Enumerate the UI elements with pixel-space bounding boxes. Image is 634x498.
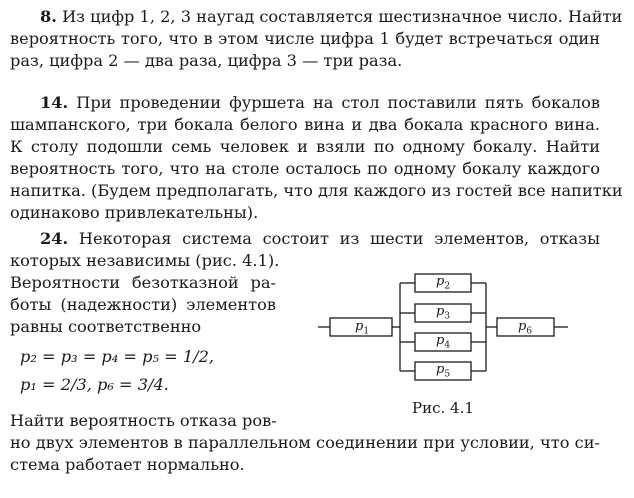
problem-24-line-5: равны соответственно [10,317,202,336]
problem-8-line-3: раз, цифра 2 — два раза, цифра 3 — три раза. [10,51,403,70]
problem-8-line-2: вероятность того, что в этом числе цифра 1 будет встречаться один [10,29,600,48]
label-p3: $p_3$ [436,304,451,322]
problem-14-line-6: одинаково привлекательны). [10,203,259,222]
problem-14-number: 14. [40,93,69,112]
problem-24-line-8: стема работает нормально. [10,455,245,474]
problem-8-number: 8. [40,7,57,26]
problem-24-line-2: которых независимы (рис. 4.1). [10,251,280,270]
label-p1: $p_1$ [355,319,370,337]
problem-24-number: 24. [40,229,69,248]
problem-14-text-1: При проведении фуршета на стол поставили пять бокалов [76,93,600,112]
problem-24-line-7: но двух элементов в параллельном соединении при условии, что си- [10,433,600,452]
problem-24-line-6: Найти вероятность отказа ров- [10,411,277,430]
figure-caption: Рис. 4.1 [412,399,474,417]
problem-8-text-1: Из цифр 1, 2, 3 наугад составляется шестизначное число. Найти [62,7,623,26]
problem-24-text-1: Некоторая система состоит из шести элементов, отказы [78,229,600,248]
label-p4: $p_4$ [436,333,451,351]
problem-24-line-3: Вероятности безотказной ра- [10,273,276,292]
problem-14-line-2: шампанского, три бокала белого вина и два бокала красного вина. [10,115,600,134]
label-p5: $p_5$ [436,362,451,380]
problem-14-line-4: вероятность того, что на столе осталось по одному бокалу каждого [10,159,600,178]
problem-24-line-4: боты (надежности) элементов [10,295,276,314]
label-p6: $p_6$ [518,319,533,337]
formula-reliability-2-5: p₂ = p₃ = p₄ = p₅ = 1/2, [20,347,215,366]
problem-14-line-5: напитка. (Будем предполагать, что для каждого из гостей все напитки [10,181,623,200]
problem-14-line-3: К столу подошли семь человек и взяли по одному бокалу. Найти [10,137,600,156]
formula-reliability-1-6: p₁ = 2/3, p₆ = 3/4. [20,375,169,394]
label-p2: $p_2$ [436,274,451,292]
